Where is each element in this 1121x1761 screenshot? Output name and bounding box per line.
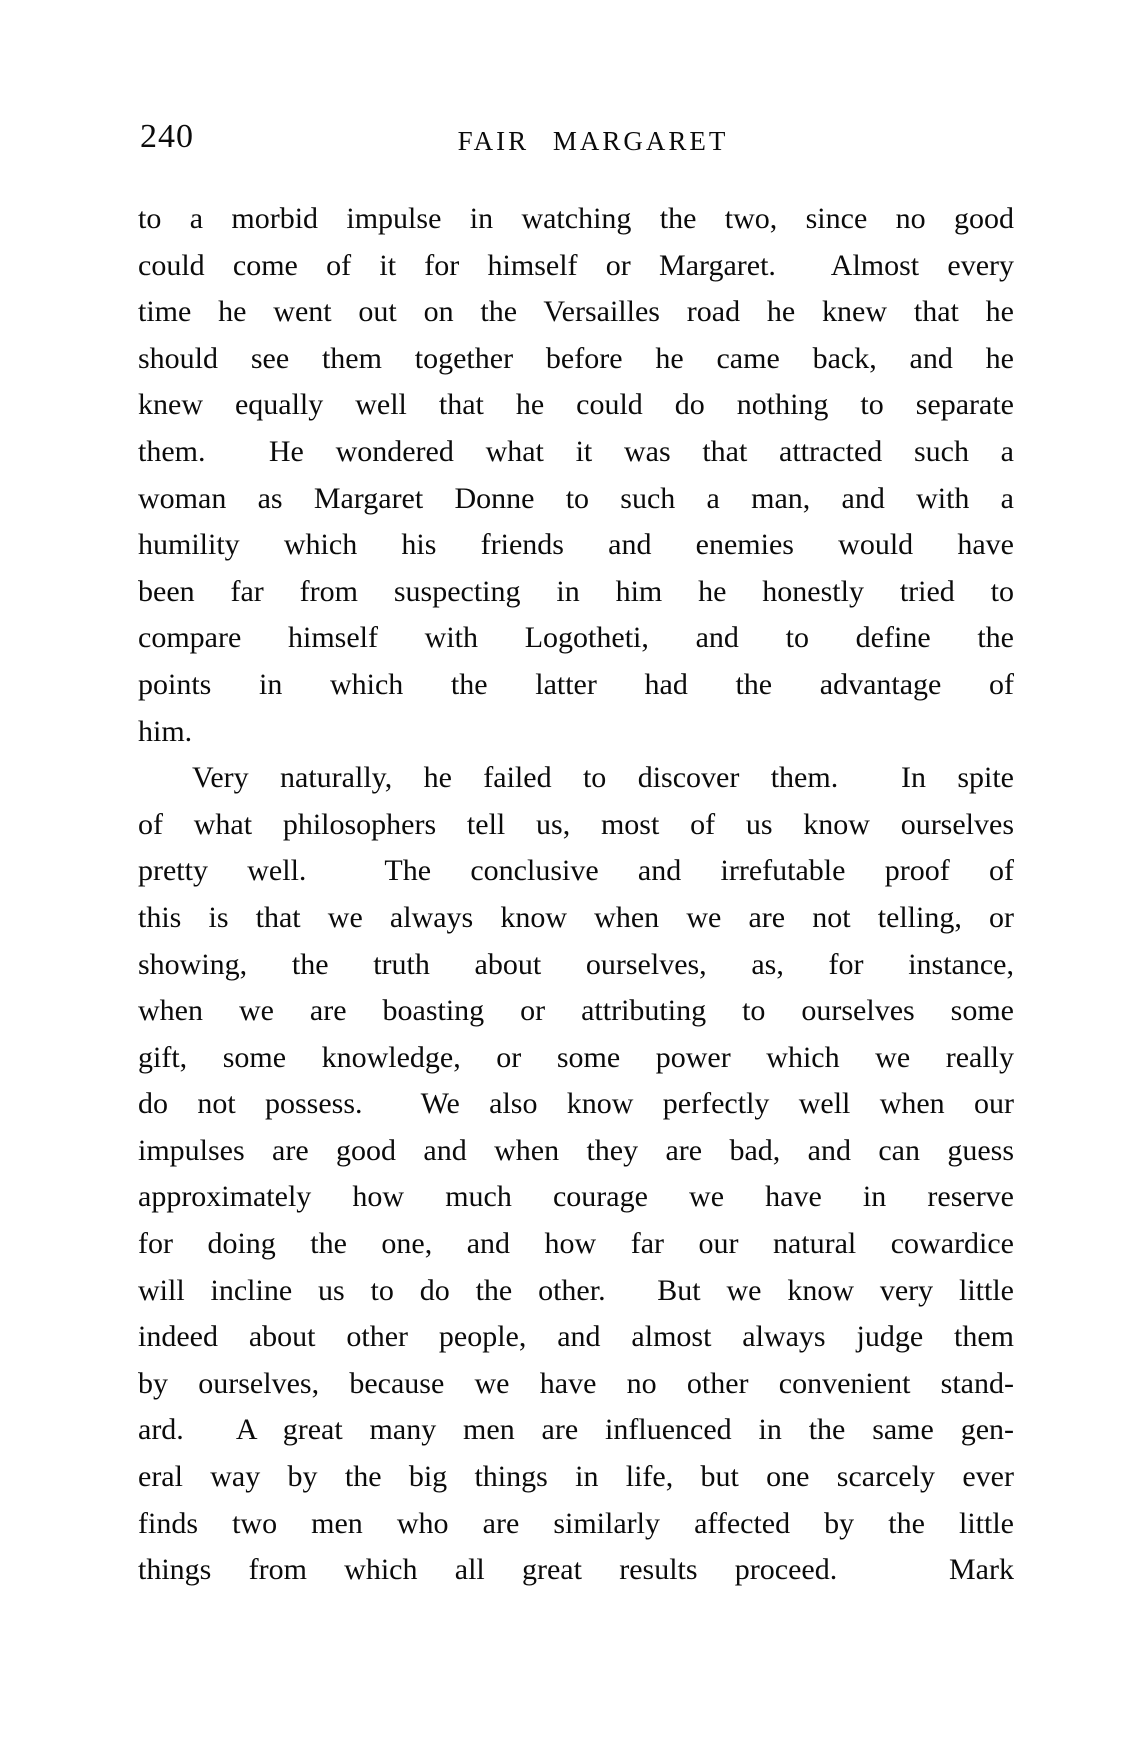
text-line: him. [138,714,193,748]
text-line: by ourselves, because we have no other convenient stand- [138,1366,1014,1400]
text-line: should see them together before he came back, and he [138,341,1014,375]
paragraph [138,196,1014,755]
text-line: indeed about other people, and almost always judge them [138,1320,1014,1354]
running-title: FAIR MARGARET [457,126,729,156]
text-line: this is that we always know when we are not telling, or [138,900,1014,934]
page-number: 240 [140,118,194,155]
text-line: humility which his friends and enemies would have [138,528,1014,562]
text-line: them. He wondered what it was that attracted such a [138,434,1014,468]
text-line: approximately how much courage we have in reserve [138,1180,1014,1214]
text-line: compare himself with Logotheti, and to define the [138,621,1014,655]
text-line: points in which the latter had the advantage of [138,667,1014,701]
page-body [138,196,1014,1594]
text-line: could come of it for himself or Margaret. Almost every [138,248,1014,282]
text-line: of what philosophers tell us, most of us know ourselves [138,807,1014,841]
page-header [138,118,1014,162]
text-line: pretty well. The conclusive and irrefutable proof of [138,854,1014,888]
text-line: things from which all great results proceed. Mark [138,1553,1014,1587]
text-line: ard. A great many men are influenced in the same gen- [138,1413,1014,1447]
text-line: to a morbid impulse in watching the two, since no good [138,202,1014,235]
text-line: been far from suspecting in him he honestly tried to [138,574,1014,608]
text-line: when we are boasting or attributing to ourselves some [138,994,1014,1028]
text-line: impulses are good and when they are bad, and can guess [138,1133,1014,1167]
text-line: finds two men who are similarly affected by the little [138,1506,1014,1540]
text-line: eral way by the big things in life, but one scarcely ever [138,1460,1014,1494]
text-line: will incline us to do the other. But we know very little [138,1273,1014,1307]
text-line: Very naturally, he failed to discover them. In spite [192,761,1014,795]
text-line: time he went out on the Versailles road he knew that he [138,295,1014,329]
text-line: gift, some knowledge, or some power which we really [138,1040,1014,1074]
text-line: for doing the one, and how far our natural cowardice [138,1227,1014,1261]
text-line: showing, the truth about ourselves, as, for instance, [138,947,1014,981]
text-line: knew equally well that he could do nothing to separate [138,388,1014,422]
text-line: woman as Margaret Donne to such a man, and with a [138,481,1014,515]
text-line: do not possess. We also know perfectly well when our [138,1087,1014,1121]
paragraph [138,755,1014,1594]
